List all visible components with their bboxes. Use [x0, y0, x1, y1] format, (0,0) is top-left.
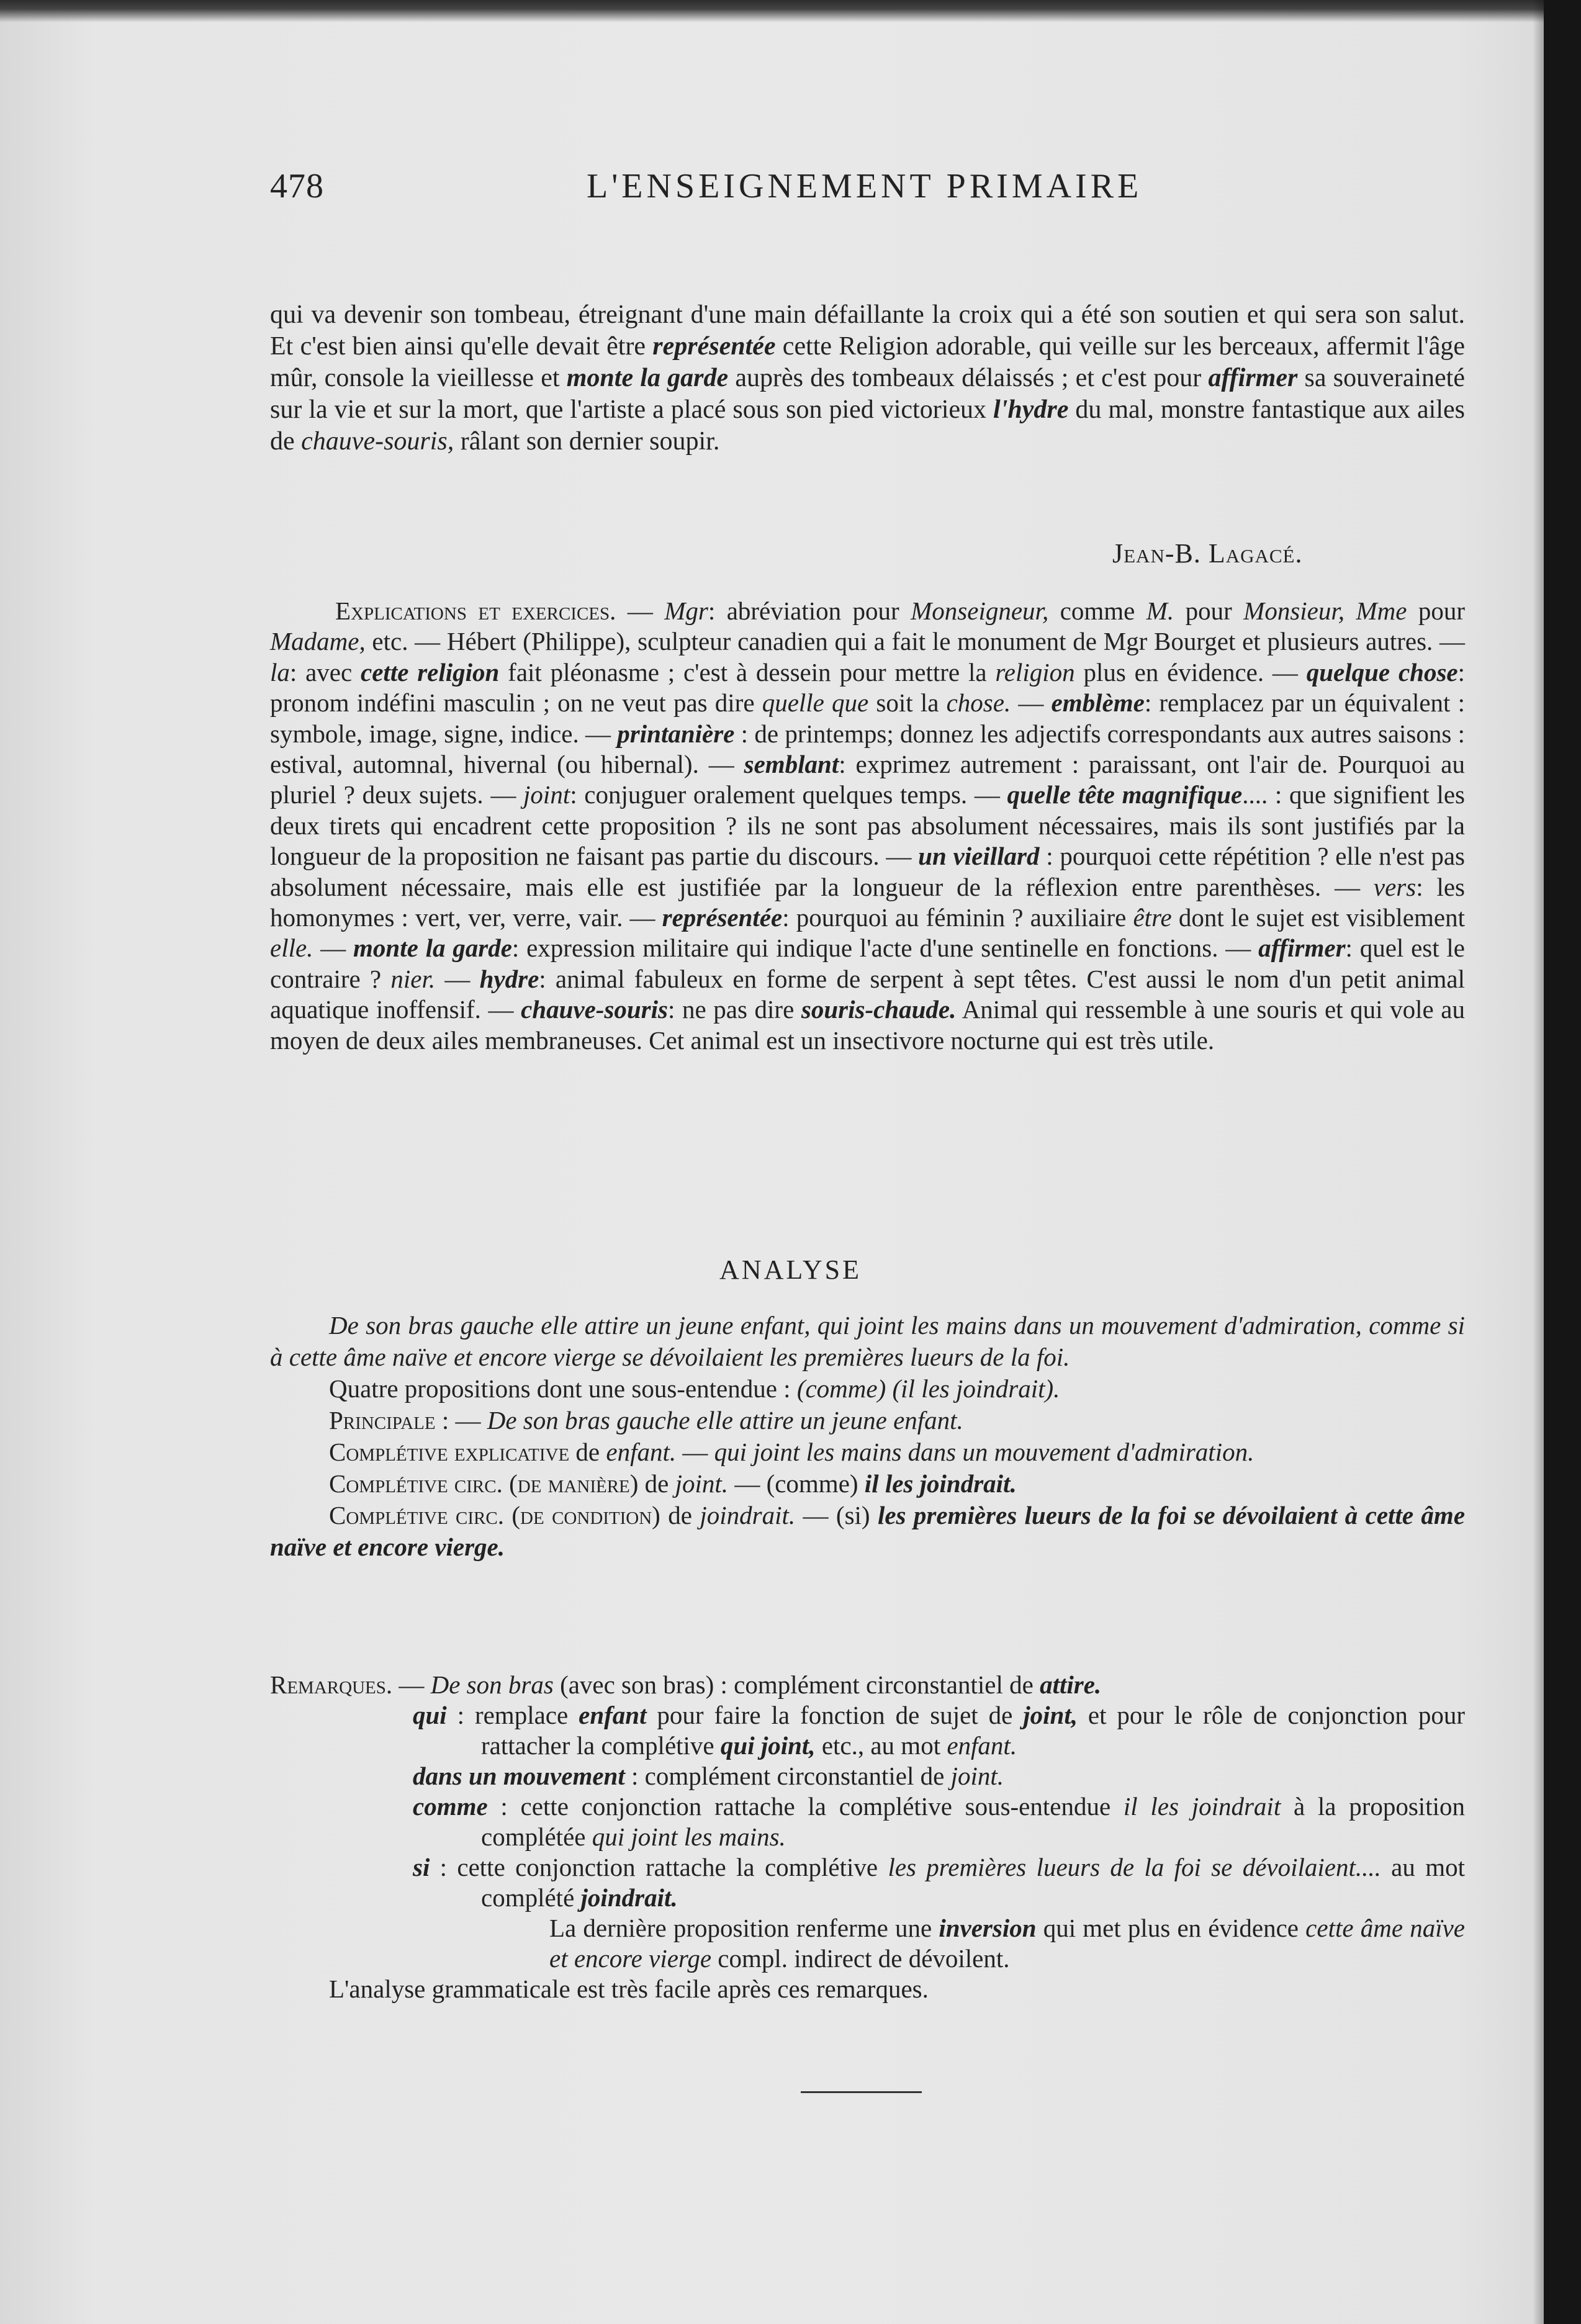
text-run: joint	[523, 780, 570, 809]
text-run: : pourquoi au féminin ? auxiliaire	[782, 903, 1133, 932]
text-run: : pronom indéfini masculin ; on ne veut pas dire	[270, 657, 1466, 718]
text-run: Principale :	[329, 1406, 449, 1434]
page-number: 478	[270, 167, 324, 205]
text-run: monte la garde	[353, 934, 512, 963]
text-run: —	[449, 1406, 487, 1434]
remarque-item	[270, 1852, 1465, 1913]
text-run: qui	[413, 1701, 447, 1729]
text-run: chauve-souris,	[301, 427, 454, 456]
text-run: comme	[1048, 597, 1146, 625]
text-run: dans un mouvement	[413, 1762, 625, 1790]
binding-shadow	[1533, 0, 1544, 2324]
text-run: Quatre propositions dont une sous-entendue :	[329, 1374, 797, 1403]
remarque-item	[270, 1761, 1465, 1791]
text-run: Remarques.	[270, 1670, 393, 1699]
text-run: joint,	[1023, 1701, 1078, 1729]
text-run: chauve-souris	[521, 995, 668, 1024]
text-run: les premières lueurs de la foi se dévoilaient....	[888, 1853, 1381, 1881]
text-run: De son bras	[430, 1670, 554, 1699]
remarque-item	[270, 1700, 1465, 1761]
text-run: La dernière proposition renferme une	[549, 1914, 939, 1942]
text-run: : exprimez autrement : paraissant, ont l'air de. Pourquoi au pluriel ? deux sujets. —	[270, 750, 1466, 809]
text-run: soit la	[868, 688, 947, 718]
text-run: qui joint les mains.	[592, 1822, 786, 1851]
analyse-quote: De son bras gauche elle attire un jeune enfant, qui joint les mains dans un mouvement d'admiration, comme si à cette âme naïve et encore vierge se dévoilaient les premières lueurs de la foi.	[270, 1311, 1465, 1371]
text-run: hydre	[479, 964, 539, 993]
remarques-block	[270, 1670, 1465, 2004]
text-run: : remplacez par un équivalent : symbole, image, signe, indice. —	[270, 688, 1466, 748]
text-run: : pourquoi cette répétition ? elle n'est pas absolument nécessaire, mais elle est justifiée par la longueur de la réflexion entre parenthèses. —	[270, 842, 1465, 901]
text-run: joint.	[675, 1469, 729, 1498]
text-run: de	[660, 1501, 700, 1529]
text-run: inversion	[939, 1914, 1037, 1942]
explications-paragraph	[270, 596, 1465, 1056]
text-run: (comme) (il les joindrait).	[796, 1374, 1060, 1403]
text-run: pour	[1174, 597, 1244, 625]
text-run: cette religion	[361, 657, 500, 687]
text-run: souris-chaude.	[801, 995, 957, 1024]
text-run: joint.	[950, 1762, 1004, 1790]
text-run: religion	[995, 657, 1075, 687]
text-run: elle.	[270, 934, 313, 963]
text-run: pour faire la fonction de sujet de	[646, 1701, 1024, 1729]
text-run: compl. indirect de	[711, 1944, 909, 1973]
text-run: sa souveraineté sur la vie et sur la mort, que l'artiste a placé sous son pied victorieux	[270, 364, 1465, 424]
remarque-item	[270, 1791, 1465, 1852]
text-run: : les homonymes : vert, ver, verre, vair. —	[270, 872, 1465, 932]
text-run: : complément circonstantiel de	[624, 1762, 951, 1790]
text-run: râlant son dernier soupir.	[454, 427, 720, 456]
text-run: De son bras gauche elle attire un jeune enfant.	[487, 1406, 963, 1434]
scan-right-edge	[1544, 0, 1581, 2324]
analyse-line	[270, 1500, 1465, 1563]
text-run: —	[313, 934, 354, 963]
text-run: Monsieur, Mme	[1243, 597, 1407, 625]
text-run: —	[392, 1670, 431, 1699]
text-run: qui joint,	[720, 1731, 816, 1760]
text-run: auprès des tombeaux délaissés ; et c'est pour	[728, 364, 1209, 392]
text-run: vers	[1373, 872, 1417, 901]
text-run: — (comme)	[728, 1469, 865, 1498]
text-run: emblème	[1051, 688, 1145, 718]
text-run: etc. — Hébert (Philippe), sculpteur canadien qui a fait le monument de Mgr Bourget et plusieurs autres. —	[365, 627, 1465, 656]
text-run: chose.	[946, 688, 1011, 718]
text-run: un vieillard	[918, 842, 1040, 871]
text-run: —	[676, 1438, 714, 1466]
text-run: monte la garde	[566, 364, 729, 392]
text-run: fait pléonasme ; c'est à dessein pour mettre la	[499, 657, 996, 687]
text-run: : animal fabuleux en forme de serpent à sept têtes. C'est aussi le nom d'un petit animal aquatique inoffensif. —	[270, 964, 1465, 1024]
analyse-line	[270, 1405, 1465, 1436]
text-run: joindrait.	[700, 1501, 796, 1529]
text-run: printanière	[617, 719, 735, 748]
text-run: : de printemps; donnez les adjectifs correspondants aux autres saisons : estival, automnal, hivernal (ou hibernal). —	[270, 719, 1465, 779]
text-run: enfant.	[606, 1438, 677, 1466]
text-run: comme	[413, 1792, 488, 1821]
text-run: Explications et exercices.	[335, 597, 616, 625]
end-rule	[801, 2091, 922, 2093]
text-run: —	[435, 964, 480, 993]
text-run: la	[270, 657, 290, 687]
text-run: : abréviation pour	[708, 597, 911, 625]
text-run: (avec son bras) : complément circonstantiel de	[553, 1670, 1040, 1699]
text-run: nier.	[390, 964, 436, 993]
text-run: : quel est le contraire ?	[270, 934, 1465, 993]
remarques-first	[270, 1670, 1465, 1700]
text-run: il les joindrait	[1123, 1792, 1281, 1821]
text-run: les premières lueurs de la foi se dévoilaient à cette âme naïve et encore vierge.	[270, 1501, 1466, 1561]
text-run: joindrait.	[580, 1883, 678, 1912]
text-run: Complétive circ. (de condition)	[329, 1501, 660, 1529]
text-run: au mot complété	[481, 1853, 1465, 1912]
text-run: plus en évidence. —	[1074, 657, 1307, 687]
text-run: Complétive circ. (de manière)	[329, 1469, 639, 1498]
analyse-heading: ANALYSE	[719, 1254, 862, 1285]
text-run: —	[616, 597, 665, 625]
text-run: enfant	[579, 1701, 647, 1729]
text-run: qui va devenir son tombeau, étreignant d'une main défaillante la croix qui a été son soutien et qui sera son salut. Et c'est bien ainsi qu'elle devait être	[270, 300, 1465, 361]
text-run: représentée	[652, 332, 776, 361]
text-run: de	[569, 1438, 606, 1466]
text-run: Animal qui ressemble à une souris et qui vole au moyen de deux ailes membraneuses. Cet animal est un insectivore nocturne qui est très utile.	[270, 995, 1466, 1055]
text-run: Complétive explicative	[329, 1438, 570, 1466]
text-run: attire.	[1040, 1670, 1102, 1699]
text-run: —	[1011, 688, 1052, 718]
text-run: et pour le rôle de conjonction pour rattacher la complétive	[481, 1701, 1465, 1760]
analyse-block	[270, 1310, 1465, 1563]
analyse-line	[270, 1373, 1465, 1405]
text-run: : ne pas dire	[668, 995, 801, 1024]
text-run: semblant	[744, 750, 839, 779]
body-paragraph	[270, 299, 1465, 457]
text-run: — (si)	[795, 1501, 878, 1529]
text-run: etc., au mot	[815, 1731, 947, 1760]
text-run: M.	[1146, 597, 1174, 625]
text-run: à la proposition complétée	[481, 1792, 1465, 1851]
text-run: cette Religion adorable, qui veille sur les berceaux, affermit l'âge mûr, console la vieillesse et	[270, 332, 1466, 392]
text-run: : cette conjonction rattache la complétive	[430, 1853, 888, 1881]
text-run: du mal, monstre fantastique aux ailes de	[270, 395, 1465, 456]
text-run: quelle que	[762, 688, 869, 718]
text-run: dont le sujet est visiblement	[1171, 903, 1465, 932]
text-run: quelque chose	[1306, 657, 1458, 687]
text-run: .... : que signifient les deux tirets qui encadrent cette proposition ? ils ne sont pas absolument nécessaires, mais ils sont justifiés par la longueur de la proposition ne faisant pas partie du discours. —	[270, 780, 1465, 871]
text-run: : expression militaire qui indique l'acte d'une sentinelle en fonctions. —	[511, 934, 1259, 963]
text-run: : conjuguer oralement quelques temps. —	[570, 780, 1007, 809]
text-run: si	[413, 1853, 430, 1881]
remarques-conclusion: L'analyse grammaticale est très facile après ces remarques.	[329, 1975, 929, 2003]
text-run: affirmer	[1208, 364, 1298, 392]
text-run: : cette conjonction rattache la complétive sous-entendue	[487, 1792, 1124, 1821]
analyse-line	[270, 1468, 1465, 1500]
analyse-line	[270, 1436, 1465, 1468]
text-run: Monseigneur,	[911, 597, 1049, 625]
running-head: L'ENSEIGNEMENT PRIMAIRE	[587, 167, 1143, 205]
author-signature: Jean-B. Lagacé.	[1112, 538, 1303, 569]
text-run: Madame,	[270, 627, 366, 656]
scan-top-edge	[0, 0, 1581, 22]
text-run: : remplace	[446, 1701, 579, 1729]
text-run: représentée	[662, 903, 783, 932]
text-run: cette âme naïve et encore vierge	[549, 1914, 1465, 1973]
text-run: : avec	[289, 657, 361, 687]
remarque-note	[270, 1913, 1465, 1974]
text-run: dévoilent.	[908, 1944, 1010, 1973]
text-run: qui joint les mains dans un mouvement d'admiration.	[714, 1438, 1254, 1466]
text-run: être	[1133, 903, 1172, 932]
text-run: pour	[1407, 597, 1466, 625]
text-run: l'hydre	[993, 395, 1069, 424]
text-run: il les joindrait.	[864, 1469, 1017, 1498]
text-run: de	[638, 1469, 675, 1498]
text-run: quelle tête magnifique	[1007, 780, 1243, 809]
text-run: affirmer	[1258, 934, 1346, 963]
text-run: qui met plus en évidence	[1036, 1914, 1306, 1942]
text-run: Mgr	[664, 597, 708, 625]
text-run: enfant.	[947, 1731, 1017, 1760]
